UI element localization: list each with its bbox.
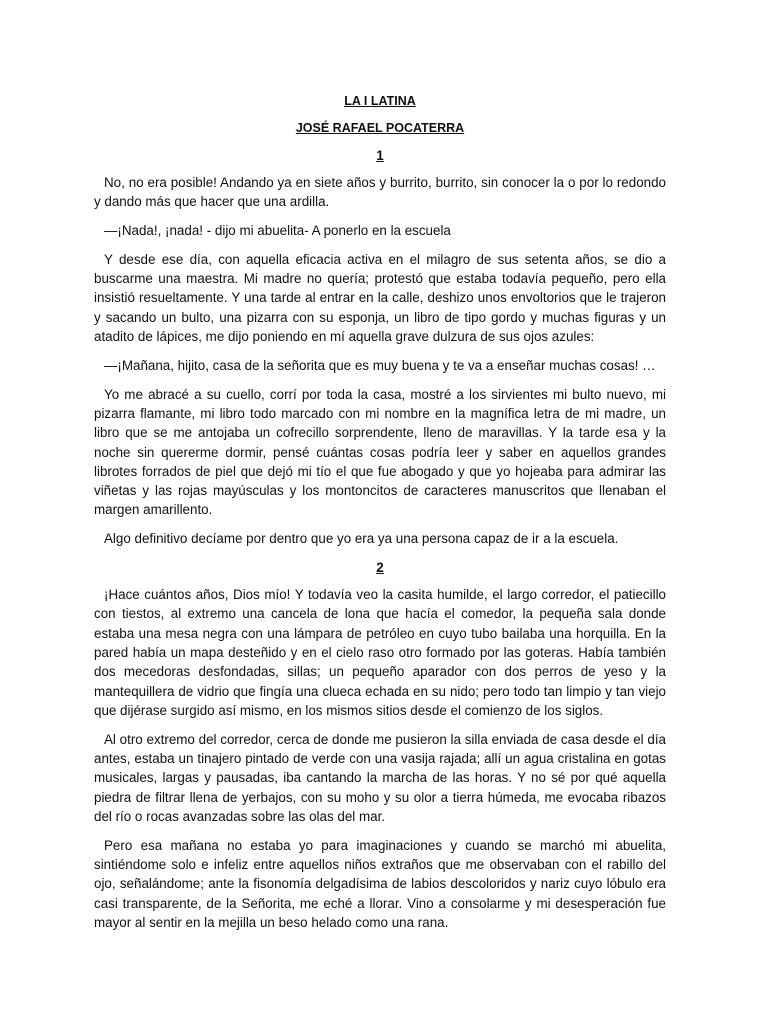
section-heading: 2 [376, 560, 384, 576]
paragraph: ¡Hace cuántos años, Dios mío! Y todavía veo la casita humilde, el largo corredor, el patiecillo con tiestos, al extremo una cancela de lona que hacía el comedor, la pequeña sala donde estaba una mesa negra con una lámpara de petróleo en cuyo tubo bailaba una horquilla. En la pared había un mapa desteñido y en el cielo raso otro formado por las goteras. Había también dos mecedoras desfondadas, sillas; un pequeño aparador con dos perros de yeso y la mantequillera de vidrio que fingía una clueca echada en su nido; pero todo tan limpio y tan viejo que dijérase surgido así mismo, en los mismos sitios desde el comienzo de los siglos. [94, 587, 666, 718]
document-title: LA I LATINA [344, 94, 416, 108]
paragraph: Al otro extremo del corredor, cerca de donde me pusieron la silla enviada de casa desde el día antes, estaba un tinajero pintado de verde con una vasija rajada; allí un agua cristalina en gotas musicales, largas y pausadas, iba cantando la marcha de las horas. Y no sé por qué aquella piedra de filtrar llena de yerbajos, con su moho y su olor a tierra húmeda, me evocaba ribazos del río o rocas avanzadas sobre las olas del mar. [94, 731, 666, 824]
document-author: JOSÉ RAFAEL POCATERRA [295, 121, 465, 135]
dialog-paragraph: —¡Mañana, hijito, casa de la señorita que es muy buena y te va a enseñar muchas cosas! … [104, 357, 656, 373]
section-2 [94, 558, 666, 932]
paragraph: Y desde ese día, con aquella eficacia activa en el milagro de sus setenta años, se dio a buscarme una maestra. Mi madre no quería; protestó que estaba todavía pequeño, pero ella insistió resueltamente. Y una tarde al entrar en la calle, deshizo unos envoltorios que le trajeron y sacando un bulto, una pizarra con su esponja, un libro de tipo gordo y muchas figuras y un atadito de lápices, me dijo poniendo en mí aquella grave dulzura de sus ojos azules: [94, 251, 666, 345]
document-page [94, 92, 666, 942]
paragraph: No, no era posible! Andando ya en siete años y burrito, burrito, sin conocer la o por lo redondo y dando más que hacer que una ardilla. [94, 175, 666, 210]
section-1 [94, 146, 666, 549]
paragraph: Algo definitivo decíame por dentro que yo era ya una persona capaz de ir a la escuela. [104, 531, 619, 547]
section-heading: 1 [376, 148, 384, 163]
paragraph: Pero esa mañana no estaba yo para imaginaciones y cuando se marchó mi abuelita, sintiéndome solo e infeliz entre aquellos niños extraños que me observaban con el rabillo del ojo, señalándome; ante la fisonomía delgadísima de labios descoloridos y nariz cuyo lóbulo era casi transparente, de la Señorita, me eché a llorar. Vino a consolarme y mi desesperación fue mayor al sentir en la mejilla un beso helado como una rana. [94, 837, 666, 930]
paragraph: Yo me abracé a su cuello, corrí por toda la casa, mostré a los sirvientes mi bulto nuevo, mi pizarra flamante, mi libro todo marcado con mi nombre en la magnífica letra de mi madre, un libro que se me antojaba un cofrecillo sorprendente, lleno de maravillas. Y la tarde esa y la noche sin quererme dormir, pensé cuántas cosas podría leer y saber en aquellos grandes librotes forrados de piel que dejó mi tío el que fue abogado y que yo hojeaba para admirar las viñetas y las rojas mayúsculas y los montoncitos de caracteres manuscritos que llenaban el margen amarillento. [94, 386, 666, 518]
dialog-paragraph: —¡Nada!, ¡nada! - dijo mi abuelita- A ponerlo en la escuela [104, 223, 451, 239]
